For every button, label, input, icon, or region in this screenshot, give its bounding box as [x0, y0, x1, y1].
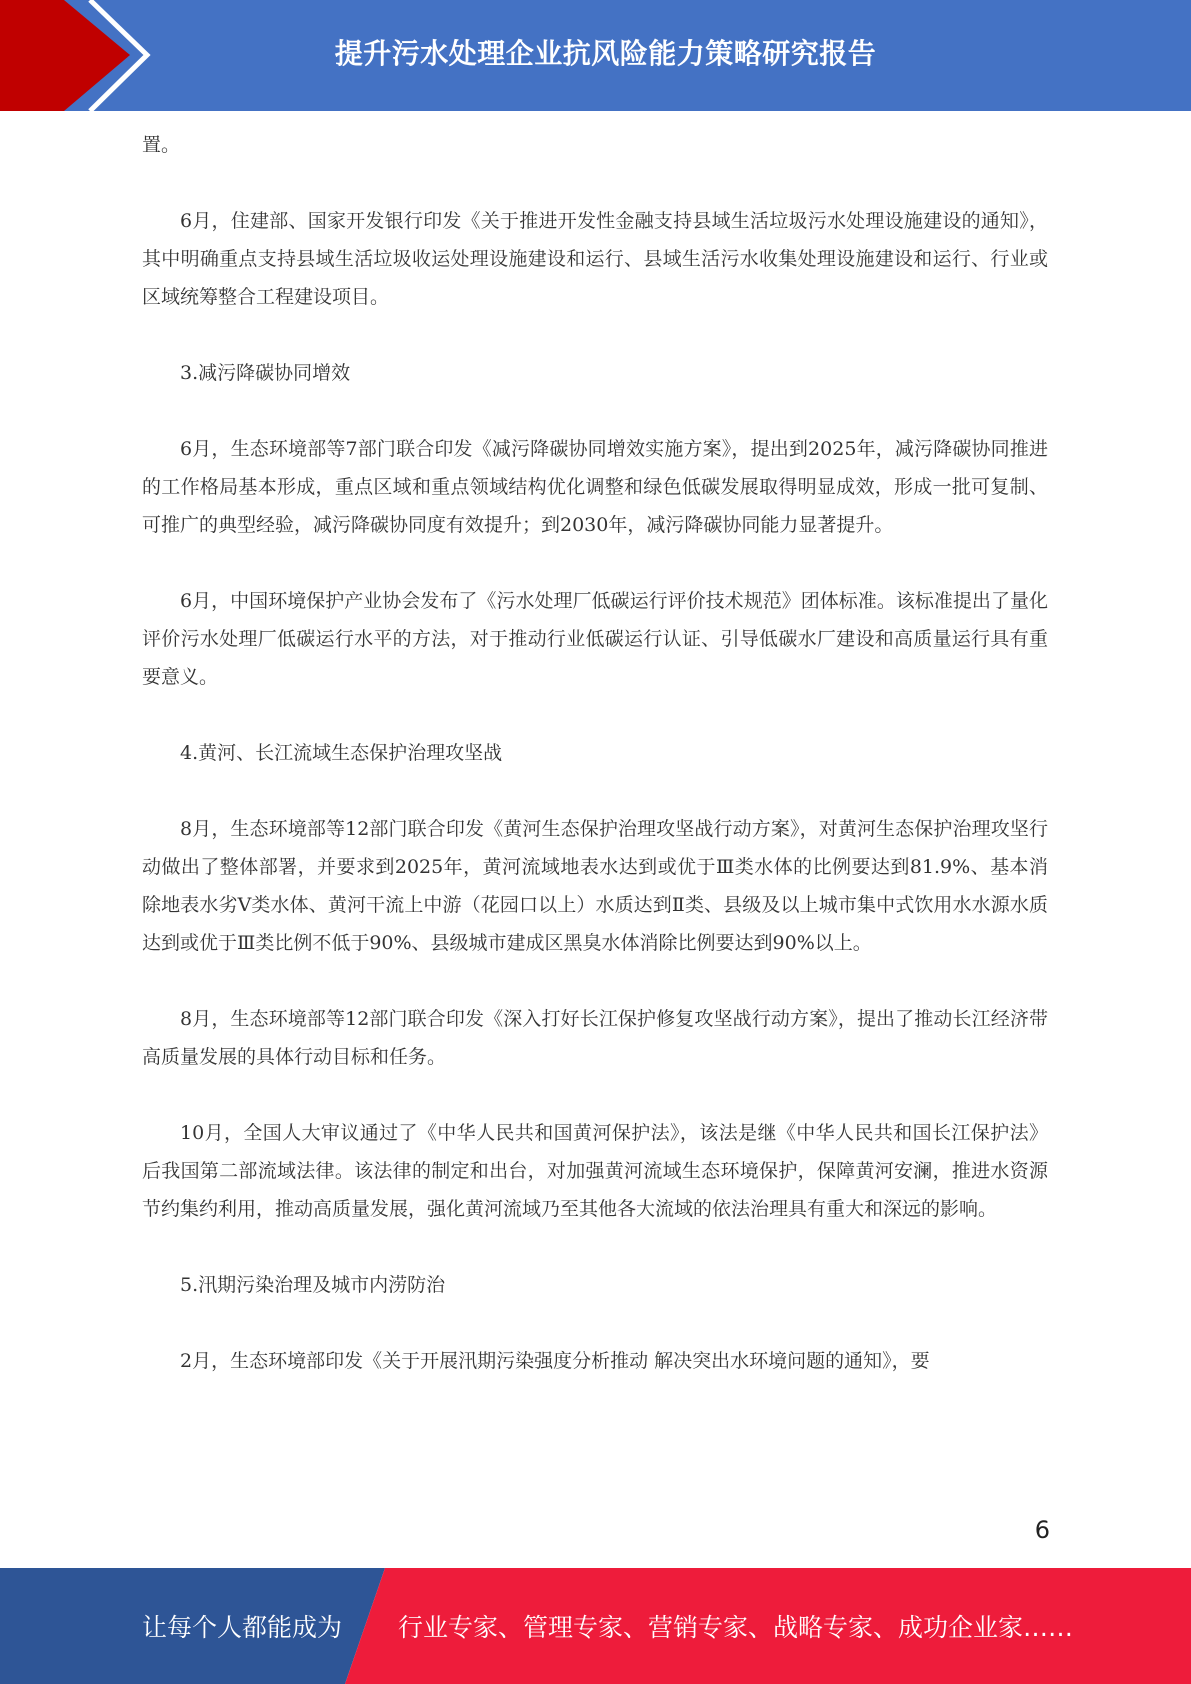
page-header: [0, 0, 1191, 111]
paragraph: 6月，中国环境保护产业协会发布了《污水处理厂低碳运行评价技术规范》团体标准。该标准提出了量化评价污水处理厂低碳运行水平的方法，对于推动行业低碳运行认证、引导低碳水厂建设和高质量运行具有重要意义。: [142, 590, 1048, 688]
paragraph: 8月，生态环境部等12部门联合印发《黄河生态保护治理攻坚战行动方案》，对黄河生态保护治理攻坚行动做出了整体部署，并要求到2025年，黄河流域地表水达到或优于Ⅲ类水体的比例要达到81.9%、基本消除地表水劣Ⅴ类水体、黄河干流上中游（花园口以上）水质达到Ⅱ类、县级及以上城市集中式饮用水水源水质达到或优于Ⅲ类比例不低于90%、县级城市建成区黑臭水体消除比例要达到90%以上。: [142, 818, 1048, 954]
footer-slogan-right: 行业专家、管理专家、营销专家、战略专家、成功企业家……: [398, 1613, 1074, 1642]
page-footer: [0, 1568, 1191, 1684]
section-heading: 3.减污降碳协同增效: [180, 362, 351, 384]
paragraph-continuation: 置。: [142, 134, 181, 156]
paragraph: 8月，生态环境部等12部门联合印发《深入打好长江保护修复攻坚战行动方案》，提出了推动长江经济带高质量发展的具体行动目标和任务。: [142, 1008, 1048, 1068]
body-text: [142, 126, 1048, 1380]
footer-slogan-left: 让每个人都能成为: [142, 1613, 343, 1642]
paragraph: 2月，生态环境部印发《关于开展汛期污染强度分析推动 解决突出水环境问题的通知》，要: [180, 1350, 930, 1372]
paragraph: 6月，生态环境部等7部门联合印发《减污降碳协同增效实施方案》，提出到2025年，减污降碳协同推进的工作格局基本形成，重点区域和重点领域结构优化调整和绿色低碳发展取得明显成效，形成一批可复制、可推广的典型经验，减污降碳协同度有效提升；到2030年，减污降碳协同能力显著提升。: [142, 438, 1048, 536]
section-heading: 5.汛期污染治理及城市内涝防治: [180, 1274, 446, 1296]
section-heading: 4.黄河、长江流域生态保护治理攻坚战: [180, 742, 503, 764]
paragraph: 10月，全国人大审议通过了《中华人民共和国黄河保护法》，该法是继《中华人民共和国长江保护法》后我国第二部流域法律。该法律的制定和出台，对加强黄河流域生态环境保护，保障黄河安澜，推进水资源节约集约利用，推动高质量发展，强化黄河流域乃至其他各大流域的依法治理具有重大和深远的影响。: [142, 1122, 1048, 1220]
page-number: 6: [1034, 1516, 1050, 1544]
document-title: 提升污水处理企业抗风险能力策略研究报告: [334, 37, 877, 70]
paragraph: 6月，住建部、国家开发银行印发《关于推进开发性金融支持县域生活垃圾污水处理设施建设的通知》，其中明确重点支持县域生活垃圾收运处理设施建设和运行、县域生活污水收集处理设施建设和运行、行业或区域统筹整合工程建设项目。: [142, 210, 1048, 308]
